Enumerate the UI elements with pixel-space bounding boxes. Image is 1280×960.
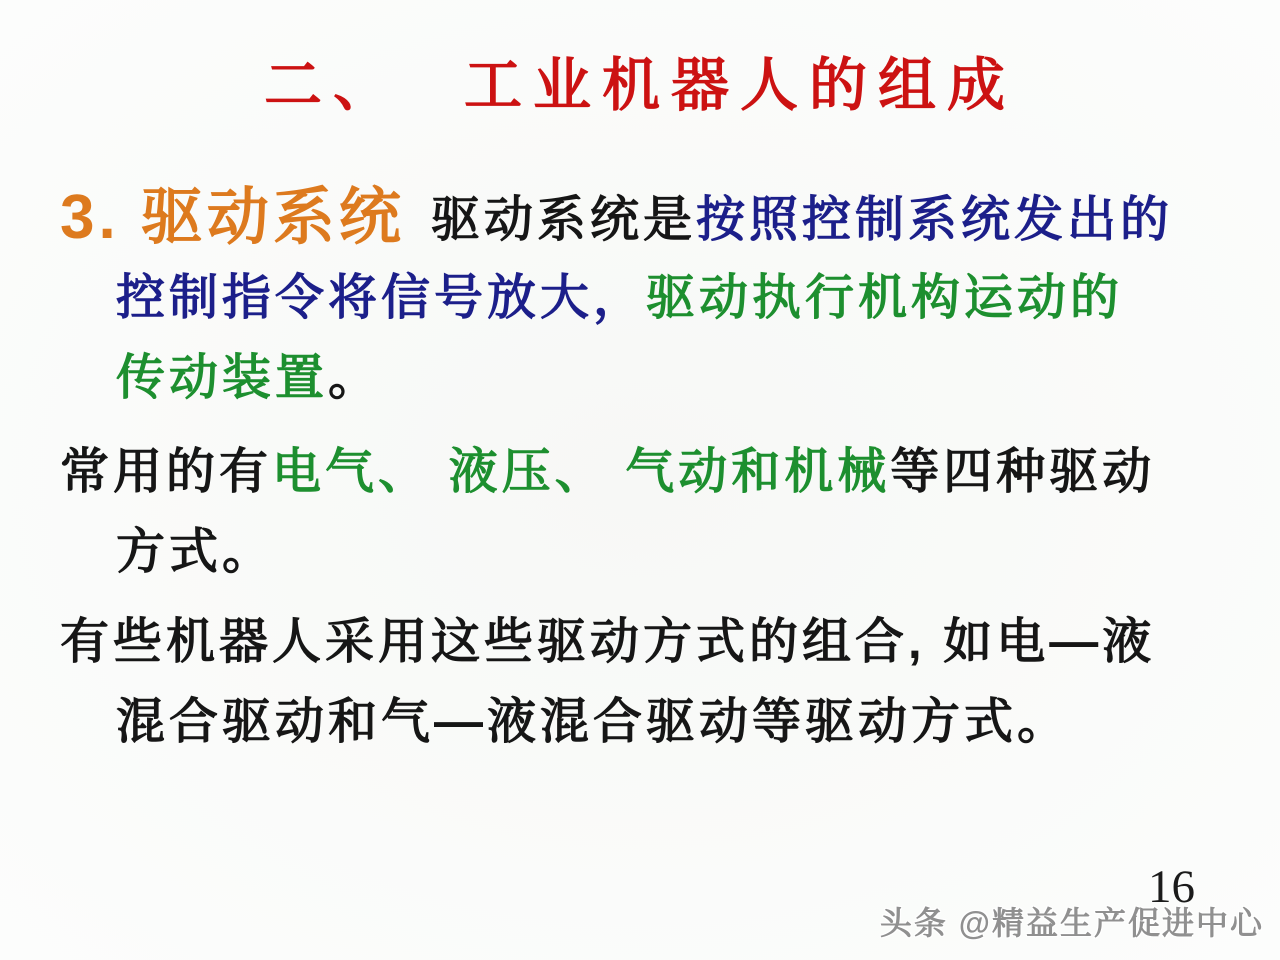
slide-body <box>60 178 1220 762</box>
text-segment: 有些机器人采用这些驱动方式的组合, 如电—液 <box>60 615 1156 669</box>
para3-line1 <box>60 602 1220 682</box>
page-number: 16 <box>1148 861 1195 913</box>
slide-title <box>0 38 1280 122</box>
paragraph-drive-system <box>60 178 1220 418</box>
text-segment: 。 <box>328 351 382 405</box>
watermark-text: 头条 @精益生产促进中心 <box>879 905 1264 941</box>
para2-line2 <box>60 512 1220 592</box>
text-segment: 电气、 液压、 气动和机械 <box>272 445 891 499</box>
text-segment: 常用的有 <box>60 445 273 499</box>
text-segment: 等四种驱动 <box>890 445 1156 499</box>
text-segment: 控制指令将信号放大， <box>116 271 647 325</box>
para3-line2 <box>60 682 1220 762</box>
text-segment: 传动装置 <box>116 351 329 405</box>
para1-line2 <box>60 258 1220 338</box>
para1-line1 <box>60 178 1220 258</box>
text-segment: 按照控制系统发出的 <box>695 193 1173 247</box>
slide-title-text: 工业机器人的组成 <box>464 53 1017 118</box>
text-segment: 方式。 <box>116 525 276 579</box>
paragraph-combined-drives <box>60 602 1220 762</box>
para2-line1 <box>60 432 1220 512</box>
slide-title-number: 二、 <box>263 53 402 118</box>
text-segment: 驱动执行机构运动的 <box>646 271 1124 325</box>
para1-line3 <box>60 338 1220 418</box>
text-segment: 驱动系统是 <box>430 193 696 247</box>
paragraph-drive-types <box>60 432 1220 592</box>
section-heading: 3. 驱动系统 <box>60 183 405 252</box>
text-segment: 混合驱动和气—液混合驱动等驱动方式。 <box>116 695 1071 749</box>
